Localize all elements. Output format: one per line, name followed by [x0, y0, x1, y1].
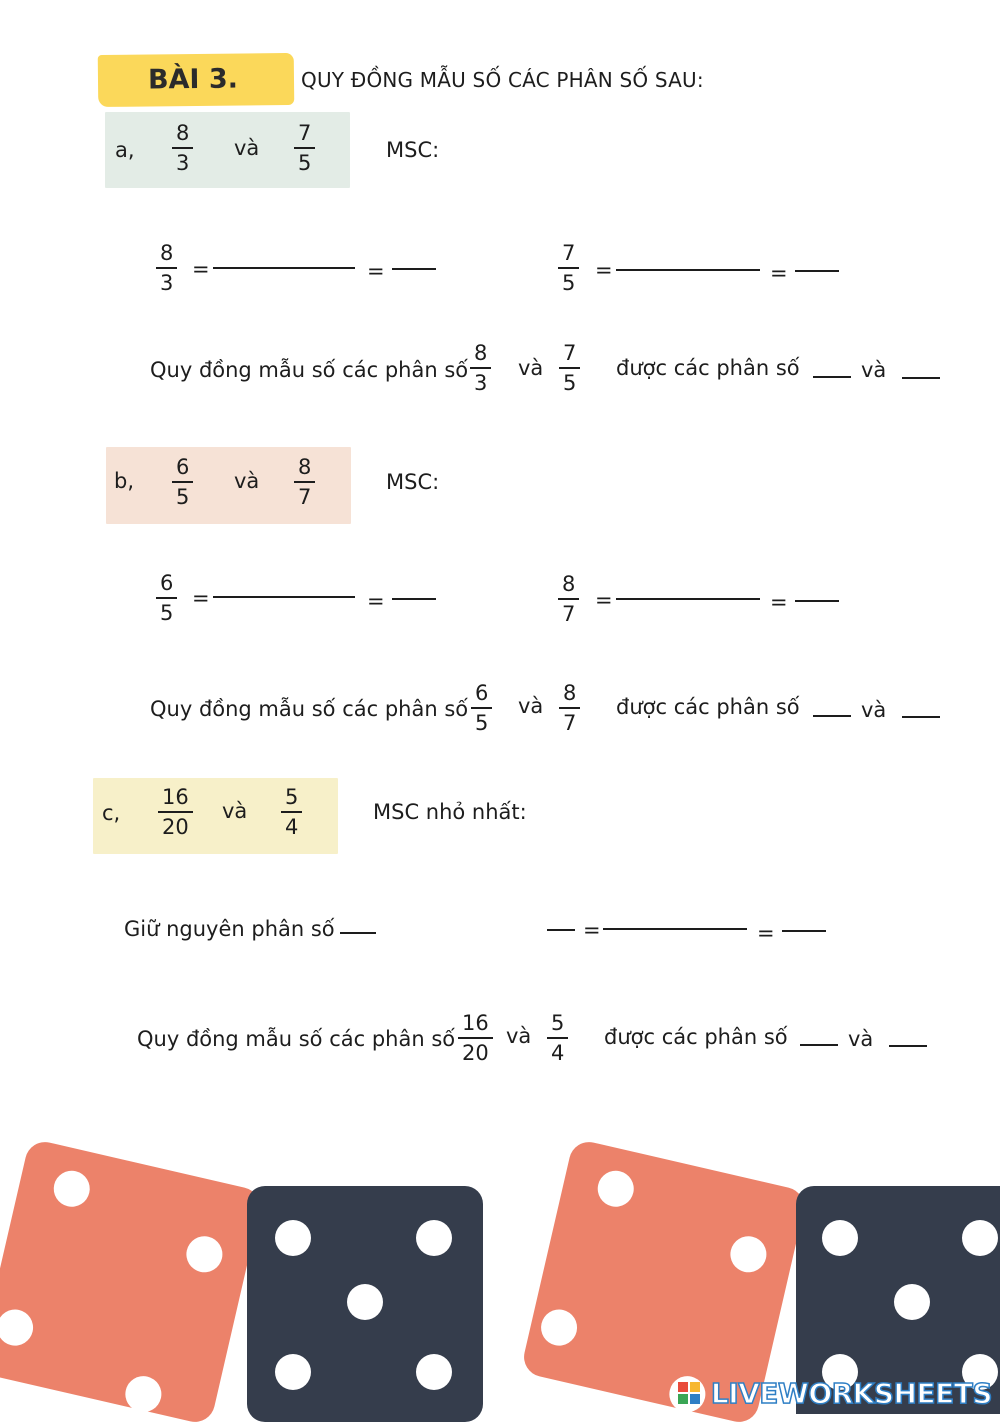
part-b-work-fraction-1: 6 5 — [156, 570, 177, 626]
part-b-sentence-start: Quy đồng mẫu số các phân số — [150, 697, 469, 721]
part-c-sentence-start: Quy đồng mẫu số các phân số — [137, 1027, 456, 1051]
answer-blank-short[interactable] — [902, 716, 940, 718]
answer-blank-long[interactable] — [616, 598, 760, 600]
title-tag-text: BÀI 3. — [147, 63, 239, 96]
part-b-sentence-join-2: và — [861, 698, 887, 722]
part-c-join: và — [222, 799, 248, 823]
answer-blank-short[interactable] — [392, 268, 436, 270]
part-b-work-fraction-2: 8 7 — [558, 571, 579, 627]
answer-blank-long[interactable] — [616, 269, 760, 271]
answer-blank-short[interactable] — [547, 929, 575, 931]
part-c-sentence-join: và — [506, 1024, 532, 1048]
part-b-sentence-join: và — [518, 694, 544, 718]
equals-sign: = — [192, 257, 210, 281]
watermark: LIVEWORKSHEETS — [710, 1377, 992, 1410]
instruction: QUY ĐỒNG MẪU SỐ CÁC PHÂN SỐ SAU: — [301, 68, 704, 92]
part-b-sentence-mid: được các phân số — [616, 695, 800, 719]
part-b-sentence-fraction-2: 8 7 — [559, 680, 580, 736]
answer-blank-long[interactable] — [603, 928, 747, 930]
part-a-fraction-1: 8 3 — [172, 120, 193, 176]
part-c-fraction-1: 16 20 — [158, 784, 193, 840]
part-b-join: và — [234, 469, 260, 493]
answer-blank-short[interactable] — [889, 1045, 927, 1047]
equals-sign: = — [757, 921, 775, 945]
equals-sign: = — [583, 918, 601, 942]
part-a-sentence-mid: được các phân số — [616, 356, 800, 380]
equals-sign: = — [595, 588, 613, 612]
answer-blank-short[interactable] — [392, 598, 436, 600]
part-b-msc-label: MSC: — [386, 470, 440, 494]
part-c-msc-label: MSC nhỏ nhất: — [373, 800, 527, 824]
part-a-sentence-fraction-2: 7 5 — [559, 340, 580, 396]
part-a-sentence-start: Quy đồng mẫu số các phân số — [150, 358, 469, 382]
part-a-join: và — [234, 136, 260, 160]
part-c-sentence-fraction-2: 5 4 — [547, 1010, 568, 1066]
answer-blank-short[interactable] — [800, 1044, 838, 1046]
part-a-msc-label: MSC: — [386, 138, 440, 162]
part-c-sentence-fraction-1: 16 20 — [458, 1010, 493, 1066]
part-c-keep-text: Giữ nguyên phân số — [124, 917, 335, 941]
part-b-sentence-fraction-1: 6 5 — [471, 680, 492, 736]
part-a-work-fraction-1: 8 3 — [156, 240, 177, 296]
part-a-sentence-join: và — [518, 356, 544, 380]
title-tag — [98, 53, 295, 107]
answer-blank-short[interactable] — [902, 377, 940, 379]
answer-blank-short[interactable] — [782, 930, 826, 932]
dice-navy-1-icon — [247, 1186, 483, 1422]
answer-blank-short[interactable] — [340, 932, 376, 934]
part-a-label: a, — [115, 138, 135, 162]
equals-sign: = — [367, 589, 385, 613]
equals-sign: = — [770, 261, 788, 285]
answer-blank-short[interactable] — [795, 600, 839, 602]
equals-sign: = — [595, 258, 613, 282]
answer-blank-long[interactable] — [213, 596, 355, 598]
equals-sign: = — [367, 259, 385, 283]
answer-blank-short[interactable] — [813, 715, 851, 717]
answer-blank-short[interactable] — [813, 376, 851, 378]
equals-sign: = — [192, 586, 210, 610]
dice-coral-1-icon — [0, 1138, 264, 1426]
part-c-fraction-2: 5 4 — [281, 784, 302, 840]
part-a-fraction-2: 7 5 — [294, 120, 315, 176]
part-c-label: c, — [102, 801, 121, 825]
equals-sign: = — [770, 590, 788, 614]
liveworksheets-logo-icon — [678, 1382, 700, 1406]
part-c-sentence-join-2: và — [848, 1027, 874, 1051]
answer-blank-short[interactable] — [795, 270, 839, 272]
part-b-fraction-1: 6 5 — [172, 454, 193, 510]
answer-blank-long[interactable] — [213, 267, 355, 269]
part-a-work-fraction-2: 7 5 — [558, 240, 579, 296]
part-a-sentence-fraction-1: 8 3 — [470, 340, 491, 396]
part-b-fraction-2: 8 7 — [294, 454, 315, 510]
part-c-sentence-mid: được các phân số — [604, 1025, 788, 1049]
part-b-label: b, — [114, 469, 135, 493]
part-a-sentence-join-2: và — [861, 358, 887, 382]
